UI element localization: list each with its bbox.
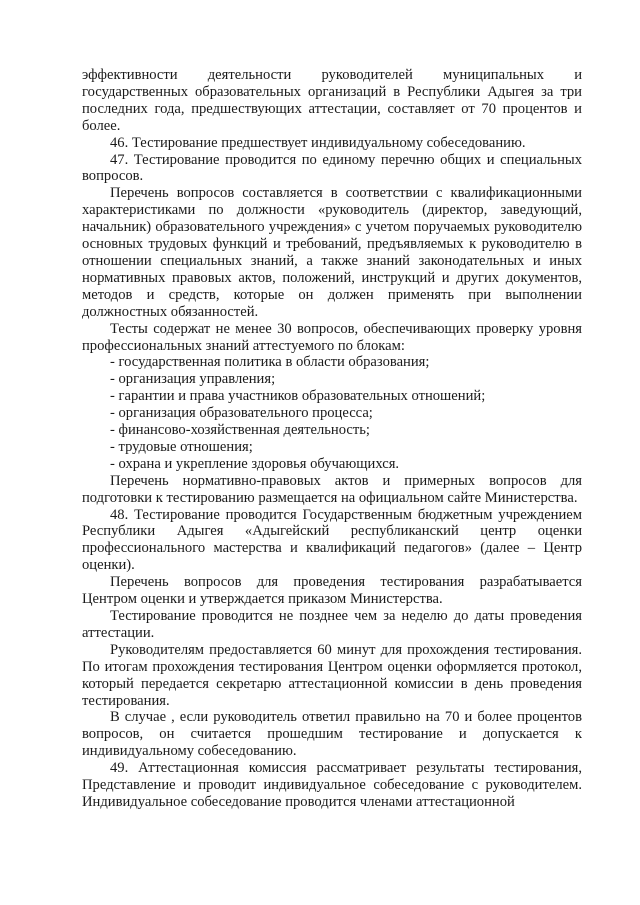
paragraph-question-list: Перечень вопросов составляется в соответствии с квалификационными характеристиками по должности «руководитель (директор, заведующий, начальник) образовательного учреждения» с учетом поручаемых руководителю основных трудовых функций и требований, предъявляемых к руководителю в отношении специальных знаний, а также знаний законодательных и иных нормативных правовых актов, положений, инструкций и других документов, методов и средств, которые он должен применять при выполнении должностных обязанностей.: [82, 185, 582, 320]
paragraph-pass-condition: В случае , если руководитель ответил правильно на 70 и более процентов вопросов, он считается прошедшим тестирование и допускается к индивидуальному собеседованию.: [82, 709, 582, 760]
paragraph-49: 49. Аттестационная комиссия рассматривает результаты тестирования, Представление и проводит индивидуальное собеседование с руководителем. Индивидуальное собеседование проводится членами аттестационной: [82, 760, 582, 810]
list-item: - организация управления;: [110, 371, 276, 388]
blocks-list: [82, 354, 582, 472]
paragraph-47: 47. Тестирование проводится по единому перечню общих и специальных вопросов.: [82, 151, 582, 185]
paragraph-efficiency-continuation: эффективности деятельности руководителей муниципальных и государственных образовательных организаций в Республики Адыгея за три последних года, предшествующих аттестации, составляет от 70 процентов и более.: [82, 67, 582, 134]
document-body: [82, 67, 582, 811]
list-item: - государственная политика в области образования;: [110, 354, 430, 371]
paragraph-46: 46. Тестирование предшествует индивидуальному собеседованию.: [110, 134, 526, 151]
list-item: - организация образовательного процесса;: [110, 405, 373, 422]
list-item: - трудовые отношения;: [110, 438, 253, 455]
paragraph-normative-acts: Перечень нормативно-правовых актов и примерных вопросов для подготовки к тестированию размещается на официальном сайте Министерства.: [82, 472, 582, 506]
paragraph-testing-deadline: Тестирование проводится не позднее чем за неделю до даты проведения аттестации.: [82, 608, 582, 641]
list-item: - охрана и укрепление здоровья обучающихся.: [110, 455, 400, 472]
paragraph-testing-time: Руководителям предоставляется 60 минут для прохождения тестирования. По итогам прохождения тестирования Центром оценки оформляется протокол, который передается секретарю аттестационной комиссии в день проведения тестирования.: [82, 641, 582, 709]
paragraph-tests-content: Тесты содержат не менее 30 вопросов, обеспечивающих проверку уровня профессиональных знаний аттестуемого по блокам:: [82, 320, 582, 354]
paragraph-question-development: Перечень вопросов для проведения тестирования разрабатывается Центром оценки и утверждается приказом Министерства.: [82, 574, 582, 608]
list-item: - гарантии и права участников образовательных отношений;: [110, 388, 486, 405]
paragraph-48: 48. Тестирование проводится Государственным бюджетным учреждением Республики Адыгея «Адыгейский республиканский центр оценки профессионального мастерства и квалификаций педагогов» (далее – Центр оценки).: [82, 506, 582, 574]
list-item: - финансово-хозяйственная деятельность;: [110, 422, 370, 439]
